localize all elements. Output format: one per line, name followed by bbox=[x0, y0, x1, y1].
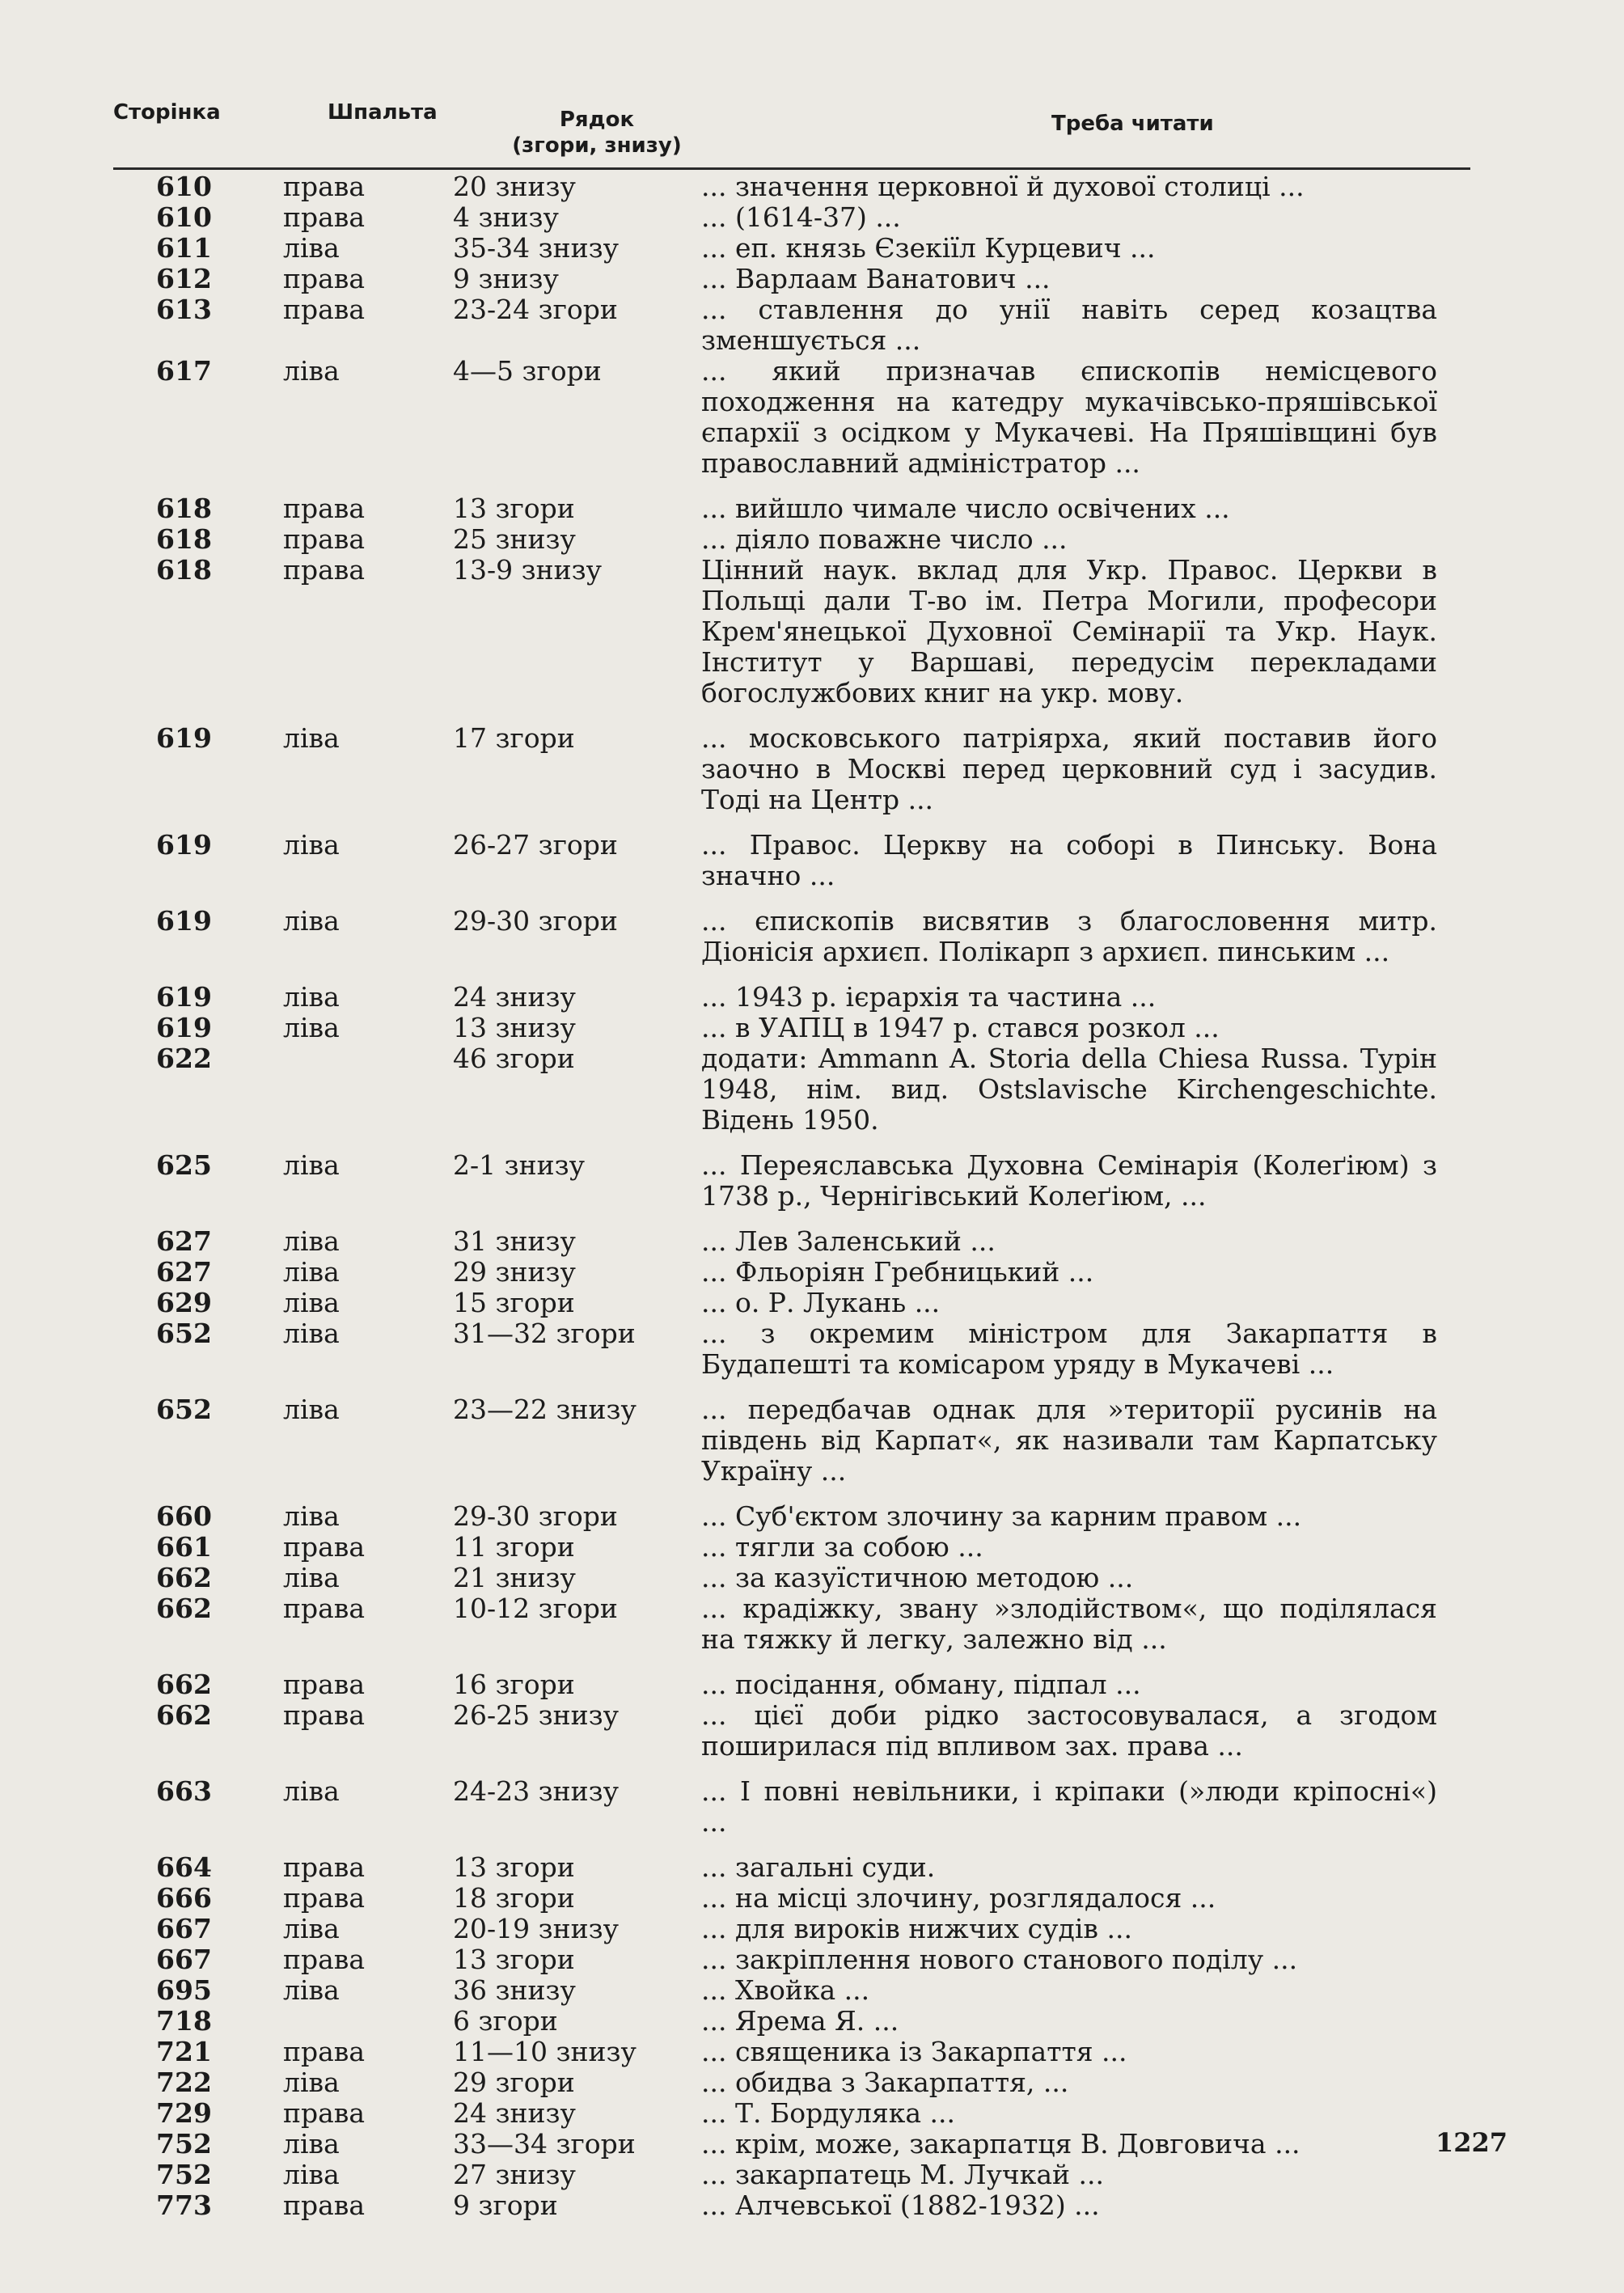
table-row bbox=[113, 2098, 1488, 2129]
cell-page: 618 bbox=[156, 493, 212, 524]
cell-page: 662 bbox=[156, 1699, 212, 1731]
cell-column: ліва bbox=[283, 1974, 340, 2006]
cell-page: 627 bbox=[156, 1256, 212, 1288]
cell-line: 13 згори bbox=[453, 1851, 575, 1883]
table-row bbox=[113, 1318, 1488, 1380]
table-row bbox=[113, 1700, 1488, 1762]
table-row bbox=[113, 1975, 1488, 2006]
table-row bbox=[113, 1852, 1488, 1883]
header-rule-right bbox=[732, 167, 1470, 170]
cell-page: 722 bbox=[156, 2067, 212, 2098]
cell-column: ліва bbox=[283, 1149, 340, 1181]
cell-page: 652 bbox=[156, 1318, 212, 1349]
cell-line: 4—5 згори bbox=[453, 355, 602, 387]
cell-column: права bbox=[283, 2036, 366, 2067]
cell-page: 662 bbox=[156, 1669, 212, 1700]
table-row bbox=[113, 1914, 1488, 1944]
cell-read: ... крадіжку, звану »злодійством«, що поділялася на тяжку й легку, залежно від ... bbox=[701, 1593, 1437, 1655]
cell-page: 617 bbox=[156, 355, 212, 387]
table-row bbox=[113, 294, 1488, 356]
cell-read: ... значення церковної й духової столиці ... bbox=[701, 171, 1305, 202]
cell-column: ліва bbox=[283, 1225, 340, 1257]
table-header bbox=[113, 97, 1472, 170]
cell-line: 31—32 згори bbox=[453, 1318, 636, 1349]
table-row bbox=[113, 1150, 1488, 1212]
cell-column: ліва bbox=[283, 722, 340, 754]
cell-column: ліва bbox=[283, 1287, 340, 1318]
table-row bbox=[113, 1501, 1488, 1532]
table-row bbox=[113, 264, 1488, 294]
cell-line: 21 знизу bbox=[453, 1562, 576, 1593]
cell-read: ... посідання, обману, підпал ... bbox=[701, 1669, 1141, 1700]
cell-line: 13 згори bbox=[453, 1944, 575, 1975]
header-rule-left bbox=[113, 167, 732, 170]
cell-column: права bbox=[283, 1669, 366, 1700]
cell-read: ... Т. Бордуляка ... bbox=[701, 2097, 955, 2129]
table-row bbox=[113, 2006, 1488, 2037]
cell-line: 24 знизу bbox=[453, 981, 576, 1013]
cell-read: ... закарпатець М. Лучкай ... bbox=[701, 2159, 1104, 2190]
cell-read: ... 1943 р. ієрархія та частина ... bbox=[701, 981, 1157, 1013]
cell-read: ... діяло поважне число ... bbox=[701, 523, 1068, 555]
cell-page: 660 bbox=[156, 1500, 212, 1532]
cell-line: 13-9 знизу bbox=[453, 554, 603, 586]
cell-page: 773 bbox=[156, 2189, 212, 2221]
cell-page: 667 bbox=[156, 1944, 212, 1975]
cell-read: ... для вироків нижчих судів ... bbox=[701, 1913, 1132, 1944]
cell-page: 610 bbox=[156, 171, 212, 202]
cell-read: ... цієї доби рідко застосовувалася, а згодом поширилася під впливом зах. права ... bbox=[701, 1699, 1437, 1762]
cell-page: 662 bbox=[156, 1593, 212, 1624]
cell-page: 721 bbox=[156, 2036, 212, 2067]
cell-page: 664 bbox=[156, 1851, 212, 1883]
cell-read: ... московського патріярха, який поставив його заочно в Москві перед церковний суд і засудив. Тоді на Центр ... bbox=[701, 722, 1437, 815]
cell-page: 652 bbox=[156, 1394, 212, 1425]
cell-column: ліва bbox=[283, 1318, 340, 1349]
cell-line: 29 знизу bbox=[453, 1256, 576, 1288]
cell-line: 25 знизу bbox=[453, 523, 576, 555]
table-row bbox=[113, 356, 1488, 479]
cell-line: 31 знизу bbox=[453, 1225, 576, 1257]
cell-page: 752 bbox=[156, 2128, 212, 2160]
cell-read: ... священика із Закарпаття ... bbox=[701, 2036, 1127, 2067]
cell-line: 29 згори bbox=[453, 2067, 575, 2098]
header-line-sub: (згори, знизу) bbox=[512, 133, 682, 158]
cell-read: ... о. Р. Лукань ... bbox=[701, 1287, 941, 1318]
cell-line: 16 згори bbox=[453, 1669, 575, 1700]
cell-column: права bbox=[283, 493, 366, 524]
cell-column: права bbox=[283, 2097, 366, 2129]
cell-read: ... Суб'єктом злочину за карним правом ... bbox=[701, 1500, 1302, 1532]
table-row bbox=[113, 1532, 1488, 1563]
cell-column: ліва bbox=[283, 232, 340, 264]
header-read: Треба читати bbox=[1051, 112, 1214, 136]
cell-line: 29-30 згори bbox=[453, 905, 618, 937]
cell-column: ліва bbox=[283, 1012, 340, 1043]
cell-column: права bbox=[283, 1593, 366, 1624]
table-row bbox=[113, 723, 1488, 815]
table-row bbox=[113, 2067, 1488, 2098]
cell-line: 46 згори bbox=[453, 1043, 575, 1074]
cell-line: 26-27 згори bbox=[453, 829, 618, 861]
header-page: Сторінка bbox=[113, 100, 221, 125]
cell-page: 622 bbox=[156, 1043, 212, 1074]
table-row bbox=[113, 1013, 1488, 1043]
cell-page: 619 bbox=[156, 1012, 212, 1043]
cell-column: права bbox=[283, 2189, 366, 2221]
cell-page: 613 bbox=[156, 294, 212, 325]
cell-page: 666 bbox=[156, 1882, 212, 1914]
header-line bbox=[496, 107, 698, 159]
cell-read: ... Ярема Я. ... bbox=[701, 2005, 899, 2037]
cell-read: ... ставлення до унії навіть серед козацтва зменшується ... bbox=[701, 294, 1437, 356]
cell-read: ... крім, може, закарпатця В. Довговича ... bbox=[701, 2128, 1300, 2160]
cell-page: 618 bbox=[156, 523, 212, 555]
table-row bbox=[113, 555, 1488, 709]
cell-column: права bbox=[283, 263, 366, 294]
cell-read: ... Варлаам Ванатович ... bbox=[701, 263, 1051, 294]
cell-column: ліва bbox=[283, 1775, 340, 1807]
cell-line: 26-25 знизу bbox=[453, 1699, 620, 1731]
header-line-title: Рядок bbox=[559, 108, 635, 132]
cell-read: ... єпископів висвятив з благословення митр. Діонісія архиєп. Полікарп з архиєп. пинським ... bbox=[701, 905, 1437, 967]
cell-page: 661 bbox=[156, 1531, 212, 1563]
cell-line: 33—34 згори bbox=[453, 2128, 636, 2160]
cell-line: 4 знизу bbox=[453, 201, 559, 233]
table-row bbox=[113, 1257, 1488, 1288]
cell-page: 619 bbox=[156, 829, 212, 861]
cell-column: ліва bbox=[283, 1394, 340, 1425]
table-row bbox=[113, 2037, 1488, 2067]
cell-column: права bbox=[283, 1944, 366, 1975]
cell-line: 2-1 знизу bbox=[453, 1149, 586, 1181]
cell-column: ліва bbox=[283, 2128, 340, 2160]
cell-line: 9 знизу bbox=[453, 263, 559, 294]
cell-line: 13 знизу bbox=[453, 1012, 576, 1043]
cell-line: 10-12 згори bbox=[453, 1593, 618, 1624]
cell-page: 618 bbox=[156, 554, 212, 586]
cell-line: 17 згори bbox=[453, 722, 575, 754]
cell-column: права bbox=[283, 1699, 366, 1731]
cell-page: 729 bbox=[156, 2097, 212, 2129]
cell-line: 6 згори bbox=[453, 2005, 558, 2037]
cell-line: 11—10 знизу bbox=[453, 2036, 636, 2067]
cell-page: 610 bbox=[156, 201, 212, 233]
cell-column: ліва bbox=[283, 829, 340, 861]
cell-line: 29-30 згори bbox=[453, 1500, 618, 1532]
cell-line: 11 згори bbox=[453, 1531, 575, 1563]
table-row bbox=[113, 982, 1488, 1013]
cell-line: 23—22 знизу bbox=[453, 1394, 636, 1425]
cell-read: Цінний наук. вклад для Укр. Правос. Церкви в Польщі дали Т-во ім. Петра Могили, професори Крем'янецької Духовної Семінарії та Укр. Наук. Інститут у Варшаві, передусім перекладами богослужбових книг на укр. мову. bbox=[701, 554, 1437, 709]
cell-column: ліва bbox=[283, 1562, 340, 1593]
cell-column: права bbox=[283, 554, 366, 586]
cell-page: 662 bbox=[156, 1562, 212, 1593]
cell-line: 24-23 знизу bbox=[453, 1775, 620, 1807]
table-row bbox=[113, 2129, 1488, 2160]
table-row bbox=[113, 1394, 1488, 1487]
table-row bbox=[113, 171, 1488, 202]
table-row bbox=[113, 202, 1488, 233]
table-row bbox=[113, 2160, 1488, 2190]
table-row bbox=[113, 524, 1488, 555]
page-number: 1227 bbox=[1436, 2127, 1508, 2158]
cell-column: ліва bbox=[283, 2067, 340, 2098]
cell-read: ... І повні невільники, і кріпаки (»люди кріпосні«) ... bbox=[701, 1775, 1437, 1838]
cell-line: 9 згори bbox=[453, 2189, 558, 2221]
cell-column: ліва bbox=[283, 905, 340, 937]
cell-column: права bbox=[283, 1882, 366, 1914]
errata-table bbox=[113, 171, 1488, 2221]
cell-column: ліва bbox=[283, 2159, 340, 2190]
cell-line: 18 згори bbox=[453, 1882, 575, 1914]
cell-read: ... еп. князь Єзекіїл Курцевич ... bbox=[701, 232, 1156, 264]
table-row bbox=[113, 1669, 1488, 1700]
cell-read: ... Алчевської (1882-1932) ... bbox=[701, 2189, 1100, 2221]
cell-column: ліва bbox=[283, 981, 340, 1013]
cell-read: ... з окремим міністром для Закарпаття в Будапешті та комісаром уряду в Мукачеві ... bbox=[701, 1318, 1437, 1380]
cell-read: ... загальні суди. bbox=[701, 1851, 936, 1883]
cell-read: ... який призначав єпископів немісцевого походження на катедру мукачівсько-пряшівської єпархії з осідком у Мукачеві. На Пряшівщині був православний адміністратор ... bbox=[701, 355, 1437, 479]
cell-read: ... закріплення нового станового поділу ... bbox=[701, 1944, 1298, 1975]
cell-column: ліва bbox=[283, 355, 340, 387]
cell-page: 611 bbox=[156, 232, 212, 264]
cell-page: 612 bbox=[156, 263, 212, 294]
cell-read: ... Правос. Церкву на соборі в Пинську. Вона значно ... bbox=[701, 829, 1437, 891]
cell-page: 695 bbox=[156, 1974, 212, 2006]
cell-read: ... на місці злочину, розглядалося ... bbox=[701, 1882, 1216, 1914]
cell-read: додати: Ammann A. Storia della Chiesa Russa. Турін 1948, нім. вид. Ostslavische Kirchengeschichte. Відень 1950. bbox=[701, 1043, 1437, 1136]
cell-column: права bbox=[283, 523, 366, 555]
cell-read: ... тягли за собою ... bbox=[701, 1531, 983, 1563]
table-row bbox=[113, 2190, 1488, 2221]
cell-line: 23-24 згори bbox=[453, 294, 618, 325]
cell-read: ... (1614-37) ... bbox=[701, 201, 901, 233]
table-row bbox=[113, 1593, 1488, 1655]
cell-read: ... Переяславська Духовна Семінарія (Колеґіюм) з 1738 р., Чернігівський Колеґіюм, ... bbox=[701, 1149, 1437, 1212]
cell-line: 13 згори bbox=[453, 493, 575, 524]
table-row bbox=[113, 1776, 1488, 1838]
cell-column: права bbox=[283, 171, 366, 202]
table-row bbox=[113, 493, 1488, 524]
cell-page: 752 bbox=[156, 2159, 212, 2190]
cell-column: права bbox=[283, 1531, 366, 1563]
cell-line: 36 знизу bbox=[453, 1974, 576, 2006]
cell-line: 24 знизу bbox=[453, 2097, 576, 2129]
table-row bbox=[113, 906, 1488, 967]
cell-line: 27 знизу bbox=[453, 2159, 576, 2190]
table-row bbox=[113, 1226, 1488, 1257]
table-row bbox=[113, 233, 1488, 264]
cell-page: 627 bbox=[156, 1225, 212, 1257]
cell-read: ... вийшло чимале число освічених ... bbox=[701, 493, 1230, 524]
cell-read: ... в УАПЦ в 1947 р. стався розкол ... bbox=[701, 1012, 1220, 1043]
cell-line: 20 знизу bbox=[453, 171, 576, 202]
cell-column: права bbox=[283, 201, 366, 233]
cell-column: ліва bbox=[283, 1500, 340, 1532]
cell-read: ... обидва з Закарпаття, ... bbox=[701, 2067, 1069, 2098]
cell-column: права bbox=[283, 294, 366, 325]
cell-line: 15 згори bbox=[453, 1287, 575, 1318]
cell-line: 20-19 знизу bbox=[453, 1913, 620, 1944]
cell-page: 718 bbox=[156, 2005, 212, 2037]
cell-page: 619 bbox=[156, 905, 212, 937]
table-row bbox=[113, 830, 1488, 891]
cell-page: 663 bbox=[156, 1775, 212, 1807]
cell-read: ... за казуїстичною методою ... bbox=[701, 1562, 1134, 1593]
cell-read: ... Лев Заленський ... bbox=[701, 1225, 996, 1257]
cell-page: 619 bbox=[156, 981, 212, 1013]
cell-page: 619 bbox=[156, 722, 212, 754]
table-row bbox=[113, 1944, 1488, 1975]
table-row bbox=[113, 1883, 1488, 1914]
cell-read: ... передбачав однак для »території русинів на південь від Карпат«, як називали там Карпатську Україну ... bbox=[701, 1394, 1437, 1487]
cell-page: 625 bbox=[156, 1149, 212, 1181]
cell-read: ... Хвойка ... bbox=[701, 1974, 870, 2006]
table-row bbox=[113, 1288, 1488, 1318]
table-row bbox=[113, 1563, 1488, 1593]
header-column: Шпальта bbox=[328, 100, 438, 125]
cell-read: ... Фльоріян Гребницький ... bbox=[701, 1256, 1094, 1288]
cell-page: 667 bbox=[156, 1913, 212, 1944]
cell-column: ліва bbox=[283, 1913, 340, 1944]
cell-column: ліва bbox=[283, 1256, 340, 1288]
table-row bbox=[113, 1043, 1488, 1136]
cell-column: права bbox=[283, 1851, 366, 1883]
cell-page: 629 bbox=[156, 1287, 212, 1318]
cell-line: 35-34 знизу bbox=[453, 232, 620, 264]
